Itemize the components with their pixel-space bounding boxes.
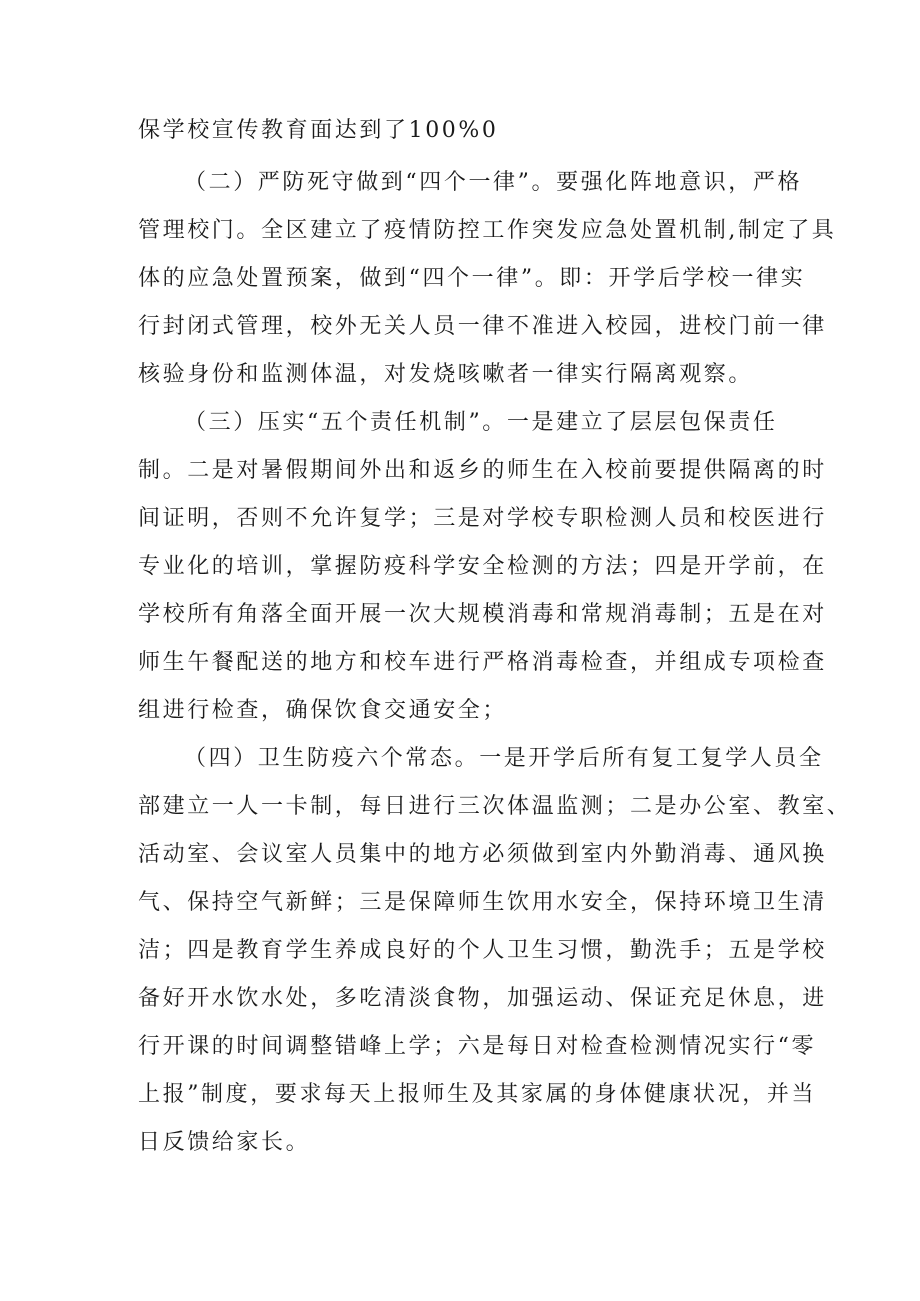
text-line: 气、保持空气新鲜；三是保障师生饮用水安全，保持环境卫生清 — [138, 890, 827, 915]
text-line: 上报”制度，要求每天上报师生及其家属的身体健康状况，并当 — [138, 1082, 817, 1107]
text-line: 行开课的时间调整错峰上学；六是每日对检查检测情况实行“零 — [138, 1034, 817, 1059]
text-line: （二）严防死守做到“四个一律”。要强化阵地意识，严格 — [184, 170, 803, 195]
text-line: 活动室、会议室人员集中的地方必须做到室内外勤消毒、通风换 — [138, 842, 827, 867]
text-line: （三）压实“五个责任机制”。一是建立了层层包保责任 — [184, 410, 778, 435]
text-line: 行封闭式管理，校外无关人员一律不准进入校园，进校门前一律 — [138, 314, 827, 339]
text-line: 组进行检查，确保饮食交通安全； — [138, 698, 508, 723]
text-line: 管理校门。全区建立了疫情防控工作突发应急处置机制,制定了具 — [138, 218, 837, 243]
text-line: 核验身份和监测体温，对发烧咳嗽者一律实行隔离观察。 — [138, 362, 754, 387]
text-line: 洁；四是教育学生养成良好的个人卫生习惯，勤洗手；五是学校 — [138, 938, 827, 963]
text-line: 体的应急处置预案，做到“四个一律”。即：开学后学校一律实 — [138, 266, 806, 291]
text-line: 间证明，否则不允许复学；三是对学校专职检测人员和校医进行 — [138, 506, 827, 531]
text-line: 保学校宣传教育面达到了100%0 — [138, 118, 499, 143]
text-line: 专业化的培训，掌握防疫科学安全检测的方法；四是开学前，在 — [138, 554, 827, 579]
text-line: 备好开水饮水处，多吃清淡食物，加强运动、保证充足休息，进 — [138, 986, 827, 1011]
text-line: 师生午餐配送的地方和校车进行严格消毒检查，并组成专项检查 — [138, 650, 827, 675]
text-line: 部建立一人一卡制，每日进行三次体温监测；二是办公室、教室、 — [138, 794, 852, 819]
text-line: （四）卫生防疫六个常态。一是开学后所有复工复学人员全 — [184, 746, 824, 771]
text-line: 学校所有角落全面开展一次大规模消毒和常规消毒制；五是在对 — [138, 602, 827, 627]
text-line: 制。二是对暑假期间外出和返乡的师生在入校前要提供隔离的时 — [138, 458, 827, 483]
text-line: 日反馈给家长。 — [138, 1130, 311, 1155]
